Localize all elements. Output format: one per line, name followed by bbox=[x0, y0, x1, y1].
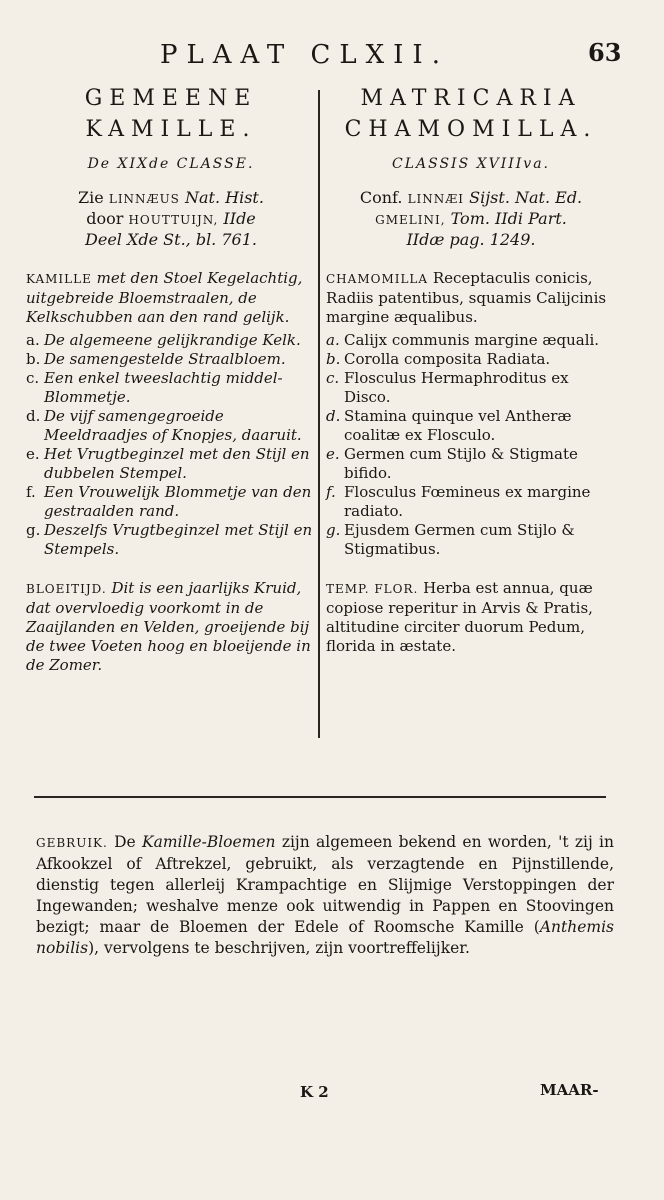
dutch-figure-list bbox=[26, 331, 316, 559]
list-item: f. Een Vrouwelijk Blommetje van den gestraalden rand. bbox=[26, 483, 312, 520]
plate-title: PLAAT CLXII. bbox=[160, 40, 449, 70]
latin-name-line1: MATRICARIA bbox=[360, 86, 582, 111]
usage-paragraph: GEBRUIK. De Kamille-Bloemen zijn algemeen bekend en worden, 't zij in Afkookzel of Aftrekzel, gebruikt, als verzagtende en Pijnstillende, dienstig tegen allerleij Krampachtige en Slijmige Verstoppingen der Ingewanden; weshalve menze ook uitwendig in Pappen en Stoovingen bezigt; maar de Bloemen der Edele of Roomsche Kamille (Anthemis nobilis), vervolgens te beschrijven, zijn voortreffelijker. bbox=[36, 833, 614, 957]
dutch-reference: Zie LINNÆUS Nat. Hist. door HOUTTUIJN, IIde Deel Xde St., bl. 761. bbox=[78, 188, 264, 249]
latin-name-line2: CHAMOMILLA. bbox=[344, 117, 598, 142]
list-item: g. Deszelfs Vrugtbeginzel met Stijl en Stempels. bbox=[26, 521, 313, 558]
list-item: a. Calijx communis margine æquali. bbox=[326, 331, 600, 349]
list-item: b. De samengestelde Straalbloem. bbox=[26, 350, 286, 368]
column-divider bbox=[318, 90, 320, 738]
list-item: e. Germen cum Stijlo & Stigmate bifido. bbox=[326, 445, 578, 482]
latin-class: CLASSIS XVIIIva. bbox=[392, 156, 550, 172]
catchword: MAAR- bbox=[540, 1081, 599, 1099]
dutch-flowering-time: BLOEITIJD. Dit is een jaarlijks Kruid, dat overvloedig voorkomt in de Zaaijlanden en Velden, groeijende bij de twee Voeten hoog en bloeijende in de Zomer. bbox=[26, 579, 311, 674]
latin-flowering-time: TEMP. FLOR. Herba est annua, quæ copiose reperitur in Arvis & Pratis, altitudine circiter duorum Pedum, florida in æstate. bbox=[326, 579, 593, 655]
list-item: b. Corolla composita Radiata. bbox=[326, 350, 551, 368]
dutch-description: KAMILLE met den Stoel Kegelachtig, uitgebreide Bloemstraalen, de Kelkschubben aan den rand gelijk. bbox=[26, 269, 303, 326]
latin-reference: Conf. LINNÆI Sijst. Nat. Ed. GMELINI, Tom. IIdi Part. IIdæ pag. 1249. bbox=[359, 188, 583, 249]
latin-column bbox=[326, 86, 616, 656]
list-item: a. De algemeene gelijkrandige Kelk. bbox=[26, 331, 301, 349]
latin-description: CHAMOMILLA Receptaculis conicis, Radiis patentibus, squamis Calijcinis margine æqualibus. bbox=[326, 269, 607, 326]
dutch-name-line1: GEMEENE bbox=[84, 86, 258, 111]
list-item: d. De vijf samengegroeide Meeldraadjes of Knopjes, daaruit. bbox=[26, 407, 302, 444]
signature-mark: K 2 bbox=[300, 1083, 329, 1101]
list-item: f. Flosculus Fœmineus ex margine radiato. bbox=[326, 483, 591, 520]
list-item: g. Ejusdem Germen cum Stijlo & Stigmatibus. bbox=[326, 521, 575, 558]
latin-figure-list bbox=[326, 331, 616, 559]
list-item: c. Een enkel tweeslachtig middel-Blommetje. bbox=[26, 369, 283, 406]
dutch-name-line2: KAMILLE. bbox=[85, 117, 257, 142]
dutch-class: De XIXde CLASSE. bbox=[87, 156, 255, 172]
section-rule bbox=[34, 796, 606, 798]
list-item: e. Het Vrugtbeginzel met den Stijl en dubbelen Stempel. bbox=[26, 445, 310, 482]
page-number: 63 bbox=[588, 38, 622, 67]
list-item: c. Flosculus Hermaphroditus ex Disco. bbox=[326, 369, 569, 406]
dutch-column bbox=[26, 86, 316, 675]
list-item: d. Stamina quinque vel Antheræ coalitæ ex Flosculo. bbox=[326, 407, 572, 444]
